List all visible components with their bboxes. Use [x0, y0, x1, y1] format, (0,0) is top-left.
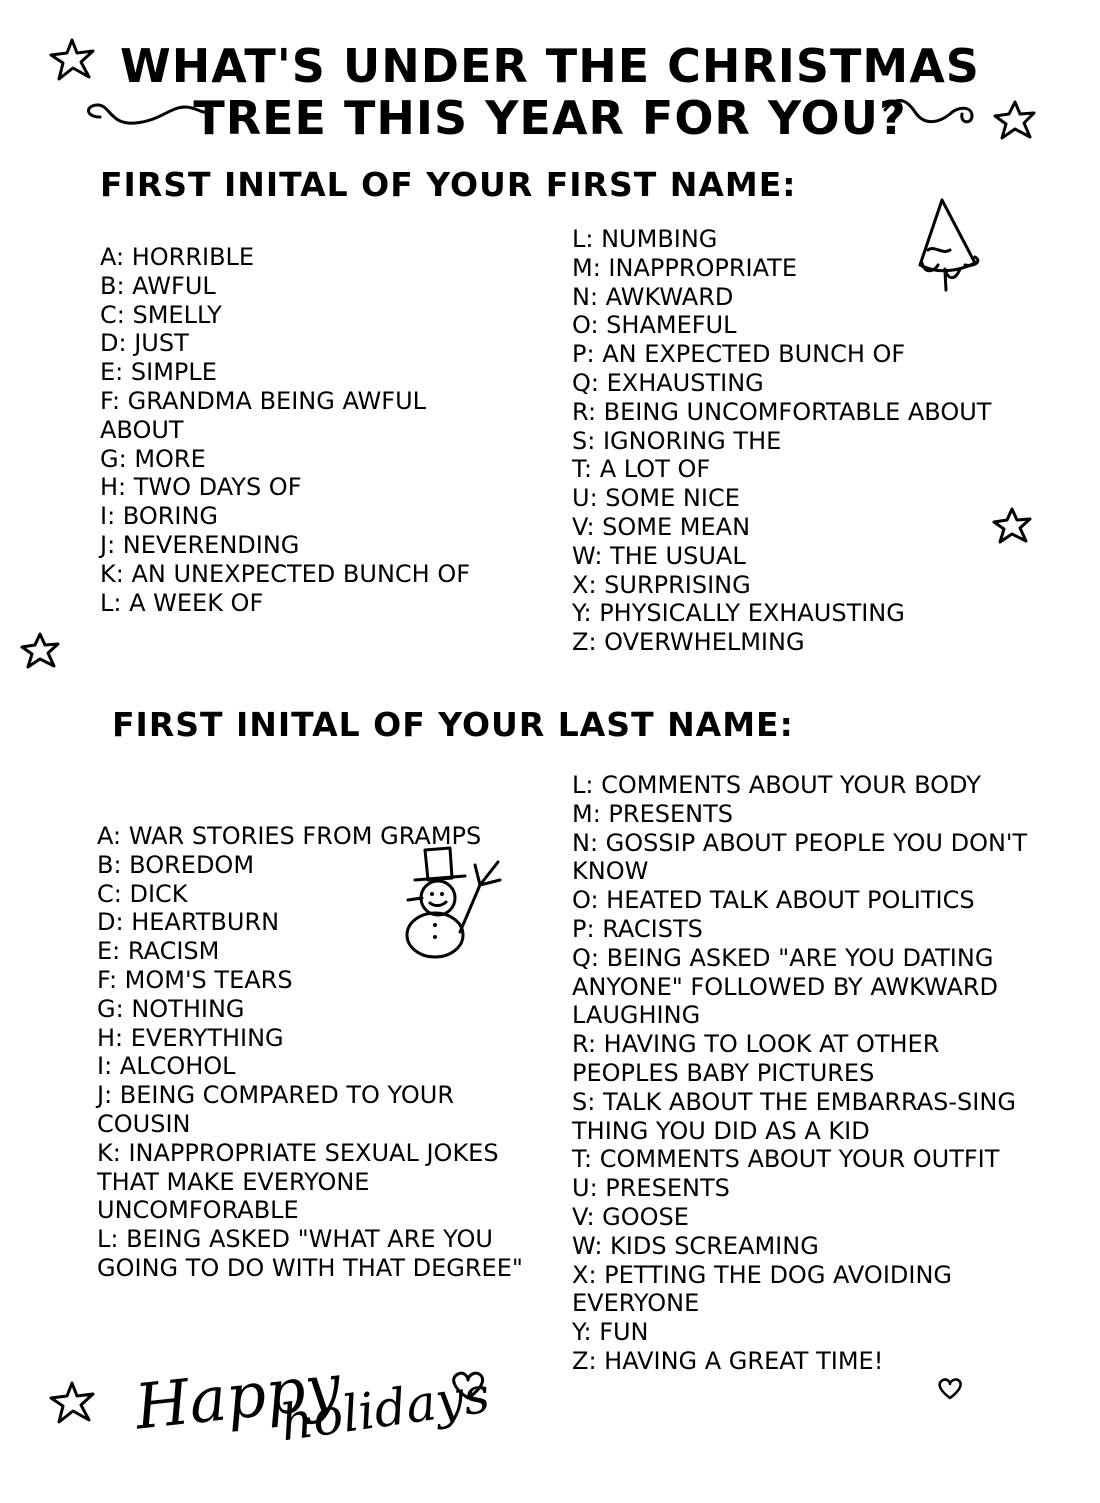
- first-name-heading: FIRST INITAL OF YOUR FIRST NAME:: [100, 165, 797, 204]
- first-name-option: B: AWFUL: [100, 271, 216, 300]
- first-name-option: X: SURPRISING: [572, 570, 751, 599]
- last-name-option: E: RACISM: [97, 937, 220, 966]
- swirl-icon: [880, 92, 990, 137]
- first-name-option: N: AWKWARD: [572, 282, 734, 311]
- last-name-option: S: TALK ABOUT THE EMBARRAS-SING THING YOU DID AS A KID: [572, 1087, 1016, 1145]
- last-name-option: B: BOREDOM: [97, 850, 255, 879]
- title-line-2: TREE THIS YEAR FOR YOU?: [193, 91, 907, 145]
- first-name-option: P: AN EXPECTED BUNCH OF: [572, 340, 906, 369]
- first-name-list-left: [100, 243, 475, 617]
- first-name-option: W: THE USUAL: [572, 541, 746, 570]
- first-name-option: O: SHAMEFUL: [572, 311, 737, 340]
- first-name-option: L: NUMBING: [572, 225, 718, 253]
- last-name-option: H: EVERYTHING: [97, 1023, 284, 1052]
- star-doodle-icon: [18, 630, 63, 675]
- last-name-option: A: WAR STORIES FROM GRAMPS: [97, 822, 482, 850]
- last-name-option: R: HAVING TO LOOK AT OTHER PEOPLES BABY PICTURES: [572, 1030, 940, 1087]
- first-name-option: K: AN UNEXPECTED BUNCH OF: [100, 559, 471, 588]
- star-doodle-icon: [45, 1378, 100, 1428]
- last-name-option: I: ALCOHOL: [97, 1052, 236, 1081]
- first-name-option: T: A LOT OF: [572, 455, 711, 484]
- last-name-option: Y: FUN: [572, 1318, 649, 1347]
- last-name-option: L: BEING ASKED "WHAT ARE YOU GOING TO DO WITH THAT DEGREE": [97, 1225, 523, 1282]
- last-name-option: Z: HAVING A GREAT TIME!: [572, 1346, 884, 1375]
- title-line-1: WHAT'S UNDER THE CHRISTMAS: [120, 39, 980, 93]
- signoff-holidays: holidays: [276, 1365, 494, 1453]
- last-name-option: N: GOSSIP ABOUT PEOPLE YOU DON'T KNOW: [572, 828, 1028, 886]
- first-name-option: J: NEVERENDING: [100, 530, 300, 559]
- last-name-option: O: HEATED TALK ABOUT POLITICS: [572, 886, 975, 915]
- last-name-option: C: DICK: [97, 879, 188, 908]
- last-name-option: L: COMMENTS ABOUT YOUR BODY: [572, 771, 981, 799]
- first-name-option: U: SOME NICE: [572, 484, 740, 513]
- first-name-option: Y: PHYSICALLY EXHAUSTING: [572, 599, 905, 628]
- first-name-option: C: SMELLY: [100, 300, 222, 329]
- first-name-option: V: SOME MEAN: [572, 512, 751, 541]
- first-name-option: D: JUST: [100, 329, 189, 358]
- last-name-option: F: MOM'S TEARS: [97, 965, 293, 994]
- first-name-option: I: BORING: [100, 502, 219, 531]
- last-name-option: T: COMMENTS ABOUT YOUR OUTFIT: [572, 1145, 1000, 1174]
- last-name-option: W: KIDS SCREAMING: [572, 1231, 819, 1260]
- first-name-option: F: GRANDMA BEING AWFUL ABOUT: [100, 386, 427, 444]
- last-name-option: M: PRESENTS: [572, 799, 733, 828]
- last-name-option: V: GOOSE: [572, 1202, 689, 1231]
- first-name-option: M: INAPPROPRIATE: [572, 253, 797, 282]
- last-name-option: U: PRESENTS: [572, 1174, 730, 1203]
- star-doodle-icon: [990, 505, 1035, 550]
- last-name-option: Q: BEING ASKED "ARE YOU DATING ANYONE" FOLLOWED BY AWKWARD LAUGHING: [572, 943, 999, 1030]
- snowman-icon: [380, 840, 510, 965]
- last-name-option: G: NOTHING: [97, 994, 245, 1023]
- first-name-option: A: HORRIBLE: [100, 243, 255, 271]
- heart-icon: [448, 1368, 488, 1404]
- first-name-option: H: TWO DAYS OF: [100, 473, 302, 502]
- first-name-option: G: MORE: [100, 444, 206, 473]
- heart-icon: [935, 1375, 965, 1403]
- first-name-option: S: IGNORING THE: [572, 426, 782, 455]
- first-name-option: Z: OVERWHELMING: [572, 628, 805, 657]
- signoff-happy: Happy: [131, 1349, 344, 1444]
- last-name-option: K: INAPPROPRIATE SEXUAL JOKES THAT MAKE EVERYONE UNCOMFORABLE: [97, 1138, 499, 1225]
- first-name-option: R: BEING UNCOMFORTABLE ABOUT: [572, 397, 992, 426]
- first-name-option: E: SIMPLE: [100, 358, 217, 387]
- last-name-option: J: BEING COMPARED TO YOUR COUSIN: [97, 1081, 454, 1138]
- last-name-option: X: PETTING THE DOG AVOIDING EVERYONE: [572, 1260, 953, 1318]
- first-name-option: L: A WEEK OF: [100, 588, 264, 617]
- last-name-option: P: RACISTS: [572, 914, 703, 943]
- first-name-option: Q: EXHAUSTING: [572, 368, 764, 397]
- tree-icon: [900, 195, 990, 300]
- last-name-heading: FIRST INITAL OF YOUR LAST NAME:: [112, 705, 794, 744]
- last-name-option: D: HEARTBURN: [97, 908, 280, 937]
- star-doodle-icon: [45, 35, 100, 85]
- star-doodle-icon: [990, 98, 1040, 143]
- swirl-icon: [80, 95, 220, 135]
- last-name-list-right: [572, 771, 1052, 1376]
